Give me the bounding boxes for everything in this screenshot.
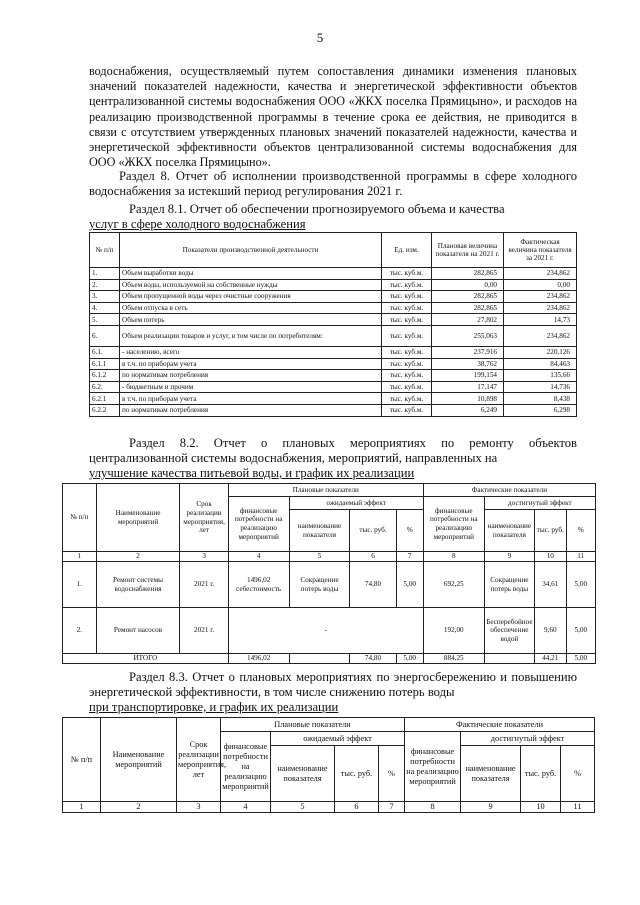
cell-fact: 234,862	[504, 291, 577, 303]
cell-name: Ремонт насосов	[96, 608, 180, 654]
header-cell: Ед. изм.	[382, 233, 432, 268]
cell-unit: тыс. куб.м.	[382, 346, 432, 358]
col-number: 10	[521, 802, 561, 813]
header-pct: %	[566, 510, 595, 552]
cell-indicator: Объем воды, используемой на собственные нужды	[120, 279, 382, 291]
col-number: 11	[566, 552, 595, 562]
cell-plan: 6,249	[432, 404, 504, 416]
cell-indicator: Объем выработки воды	[120, 268, 382, 280]
table-header-row	[63, 484, 596, 497]
cell-fact-pct: 5,00	[566, 562, 595, 608]
cell-num: 6.2.2	[90, 404, 120, 416]
cell-fact: 234,862	[504, 302, 577, 314]
cell-fact: 14,736	[504, 381, 577, 393]
cell-fact: 14,73	[504, 314, 577, 326]
cell-plan-indicator: Сокращение потерь воды	[289, 562, 350, 608]
section-8-2-title	[89, 436, 577, 481]
total-row	[63, 654, 596, 664]
cell-indicator: - населению, всего	[120, 346, 382, 358]
total-fact-fin: 884,25	[423, 654, 484, 664]
col-number: 6	[350, 552, 396, 562]
col-number: 8	[405, 802, 461, 813]
cell-num: 1.	[63, 562, 97, 608]
cell-plan: 282,865	[432, 291, 504, 303]
cell-fact: 84,463	[504, 358, 577, 370]
cell-unit: тыс. куб.м.	[382, 358, 432, 370]
cell-num: 1.	[90, 268, 120, 280]
col-number: 4	[221, 802, 271, 813]
table-row	[90, 314, 577, 326]
header-cell: Показатели производственной деятельности	[120, 233, 382, 268]
cell-indicator: - бюджетным и прочим	[120, 381, 382, 393]
intro-paragraph: водоснабжения, осуществляемый путем сопоставления динамики изменения плановых значений показателей надежности, качества и энергетической эффективности объектов централизованной системы водоснабжения ООО «ЖКХ поселка Прямицыно», и расходов на реализацию производственной программы в течение срока ее действия, не приводится в связи с отсутствием утвержденных плановых значений показателей надежности, качества и энергетической эффективности объектов централизованной системы водоснабжения для ООО «ЖКХ поселка Прямицыно».	[89, 64, 577, 170]
cell-num: 6.2.1	[90, 393, 120, 405]
cell-num: 6.	[90, 325, 120, 346]
table-row	[63, 608, 596, 654]
section-8-3-title	[89, 670, 577, 715]
header-plan: Плановые показатели	[221, 718, 405, 732]
table-row	[90, 370, 577, 382]
energy-saving-measures-table	[62, 717, 595, 813]
table-row	[90, 325, 577, 346]
cell-num: 6.1.1	[90, 358, 120, 370]
cell-num: 2.	[90, 279, 120, 291]
cell-fact-rub: 9,60	[535, 608, 566, 654]
cell-unit: тыс. куб.м.	[382, 279, 432, 291]
col-number: 2	[101, 802, 177, 813]
cell-indicator: Объем пропущенной воды через очистные сооружения	[120, 291, 382, 303]
cell-num: 2.	[63, 608, 97, 654]
cell-plan-fin: 1496,02 себестоимость	[228, 562, 289, 608]
cell-num: 3.	[90, 291, 120, 303]
table-row	[90, 291, 577, 303]
cell-plan: 282,865	[432, 302, 504, 314]
table-row	[90, 404, 577, 416]
total-plan-pct: 5,00	[396, 654, 423, 664]
cell-plan-merged: -	[228, 608, 423, 654]
header-indicator: наименование показателя	[289, 510, 350, 552]
total-plan-fin: 1496,02	[228, 654, 289, 664]
header-rub: тыс. руб.	[521, 746, 561, 802]
header-fact-fin: финансовые потребности на реализацию мероприятий	[405, 732, 461, 802]
header-rub: тыс. руб.	[535, 510, 566, 552]
col-number: 3	[177, 802, 221, 813]
header-cell: Фактическая величина показателя за 2021 г.	[504, 233, 577, 268]
header-fact: Фактические показатели	[405, 718, 595, 732]
cell-plan-pct: 5,00	[396, 562, 423, 608]
cell-plan: 237,916	[432, 346, 504, 358]
total-plan-indicator	[289, 654, 350, 664]
table-header-row	[63, 718, 595, 732]
cell-fact-pct: 5,00	[566, 608, 595, 654]
column-number-row	[63, 802, 595, 813]
cell-unit: тыс. куб.м.	[382, 325, 432, 346]
header-expected: ожидаемый эффект	[271, 732, 405, 746]
cell-plan: 10,898	[432, 393, 504, 405]
cell-fact-fin: 692,25	[423, 562, 484, 608]
header-name: Наименование мероприятий	[96, 484, 180, 552]
production-volume-table	[89, 232, 577, 417]
section-8-1-title-line: Раздел 8.1. Отчет об обеспечении прогнозируемого объема и качества	[129, 202, 505, 216]
header-num: № п/п	[63, 484, 97, 552]
section-8-2-title-rest: улучшение качества питьевой воды, и график их реализации	[89, 466, 415, 480]
col-number: 5	[289, 552, 350, 562]
header-fact-fin: финансовые потребности на реализацию мероприятий	[423, 497, 484, 552]
header-plan-fin: финансовые потребности на реализацию мероприятий	[228, 497, 289, 552]
cell-indicator: по нормативам потребления	[120, 404, 382, 416]
cell-name: Ремонт системы водоснабжения	[96, 562, 180, 608]
col-number: 1	[63, 552, 97, 562]
header-plan: Плановые показатели	[228, 484, 423, 497]
page-number: 5	[316, 30, 324, 45]
header-term: Срок реализации мероприятия, лет	[180, 484, 228, 552]
header-rub: тыс. руб.	[335, 746, 379, 802]
cell-unit: тыс. куб.м.	[382, 302, 432, 314]
section-8-3-title-rest: при транспортировке, и график их реализации	[89, 700, 339, 714]
header-pct: %	[396, 510, 423, 552]
col-number: 6	[335, 802, 379, 813]
section-8-2-title-line: Раздел 8.2. Отчет о плановых мероприятиях по ремонту объектов централизованной системы водоснабжения, мероприятий, направленных на	[89, 436, 577, 465]
table-row	[90, 381, 577, 393]
cell-plan: 199,154	[432, 370, 504, 382]
table-row	[90, 268, 577, 280]
col-number: 7	[379, 802, 405, 813]
cell-indicator: в т.ч. по приборам учета	[120, 358, 382, 370]
table-row	[90, 393, 577, 405]
cell-fact-rub: 34,61	[535, 562, 566, 608]
table-header-row	[90, 233, 577, 268]
cell-indicator: Объем потерь	[120, 314, 382, 326]
cell-fact-fin: 192,00	[423, 608, 484, 654]
section-8-1-title-rest: услуг в сфере холодного водоснабжения	[89, 217, 306, 231]
col-number: 2	[96, 552, 180, 562]
col-number: 5	[271, 802, 335, 813]
cell-fact: 135,66	[504, 370, 577, 382]
total-plan-rub: 74,80	[350, 654, 396, 664]
table-row	[63, 562, 596, 608]
header-name: Наименование мероприятий	[101, 718, 177, 802]
header-expected: ожидаемый эффект	[289, 497, 423, 510]
cell-num: 6.2.	[90, 381, 120, 393]
total-fact-pct: 5,00	[566, 654, 595, 664]
cell-fact: 234,862	[504, 268, 577, 280]
col-number: 8	[423, 552, 484, 562]
header-achieved: достигнутый эффект	[484, 497, 595, 510]
cell-plan: 27,802	[432, 314, 504, 326]
header-cell: Плановая величина показателя на 2021 г.	[432, 233, 504, 268]
header-cell: № п/п	[90, 233, 120, 268]
cell-fact: 220,126	[504, 346, 577, 358]
table-row	[90, 302, 577, 314]
col-number: 9	[461, 802, 521, 813]
cell-indicator: Объем реализации товаров и услуг, в том числе по потребителям:	[120, 325, 382, 346]
cell-num: 6.1.	[90, 346, 120, 358]
table-row	[90, 346, 577, 358]
header-term: Срок реализации мероприятия, лет	[177, 718, 221, 802]
cell-fact-indicator: Бесперебойное обеспечение водой	[484, 608, 534, 654]
header-achieved: достигнутый эффект	[461, 732, 595, 746]
cell-indicator: Объем отпуска в сеть	[120, 302, 382, 314]
header-rub: тыс. руб.	[350, 510, 396, 552]
total-label: ИТОГО	[63, 654, 229, 664]
cell-num: 6.1.2	[90, 370, 120, 382]
cell-fact-indicator: Сокращение потерь воды	[484, 562, 534, 608]
table-row	[90, 358, 577, 370]
cell-unit: тыс. куб.м.	[382, 314, 432, 326]
header-num: № п/п	[63, 718, 101, 802]
cell-unit: тыс. куб.м.	[382, 370, 432, 382]
total-fact-rub: 44,21	[535, 654, 566, 664]
col-number: 10	[535, 552, 566, 562]
cell-plan: 17,147	[432, 381, 504, 393]
col-number: 1	[63, 802, 101, 813]
cell-unit: тыс. куб.м.	[382, 381, 432, 393]
cell-num: 4.	[90, 302, 120, 314]
section-8-3-title-line: Раздел 8.3. Отчет о плановых мероприятиях по энергосбережению и повышению энергетической эффективности, в том числе снижению потерь воды	[89, 670, 577, 699]
col-number: 7	[396, 552, 423, 562]
col-number: 3	[180, 552, 228, 562]
table-row	[90, 279, 577, 291]
col-number: 4	[228, 552, 289, 562]
cell-plan-rub: 74,80	[350, 562, 396, 608]
header-indicator: наименование показателя	[271, 746, 335, 802]
cell-unit: тыс. куб.м.	[382, 404, 432, 416]
header-pct: %	[379, 746, 405, 802]
col-number: 11	[561, 802, 595, 813]
header-indicator: наименование показателя	[461, 746, 521, 802]
header-indicator: наименование показателя	[484, 510, 534, 552]
cell-indicator: по нормативам потребления	[120, 370, 382, 382]
cell-fact: 234,862	[504, 325, 577, 346]
cell-fact: 6,298	[504, 404, 577, 416]
cell-plan: 282,865	[432, 268, 504, 280]
col-number: 9	[484, 552, 534, 562]
section-8-title: Раздел 8. Отчет об исполнении производственной программы в сфере холодного водоснабжения за истекший период регулирования 2021 г.	[89, 169, 577, 199]
cell-plan: 0,00	[432, 279, 504, 291]
cell-indicator: в т.ч. по приборам учета	[120, 393, 382, 405]
cell-plan: 38,762	[432, 358, 504, 370]
cell-unit: тыс. куб.м.	[382, 268, 432, 280]
cell-unit: тыс. куб.м.	[382, 393, 432, 405]
cell-fact: 8,438	[504, 393, 577, 405]
column-number-row	[63, 552, 596, 562]
header-plan-fin: финансовые потребности на реализацию мероприятий	[221, 732, 271, 802]
cell-num: 5.	[90, 314, 120, 326]
section-8-1-title	[89, 202, 577, 232]
header-pct: %	[561, 746, 595, 802]
cell-term: 2021 г.	[180, 562, 228, 608]
cell-term: 2021 г.	[180, 608, 228, 654]
repair-measures-table	[62, 483, 596, 664]
header-fact: Фактические показатели	[423, 484, 595, 497]
total-fact-indicator	[484, 654, 534, 664]
cell-plan: 255,063	[432, 325, 504, 346]
cell-unit: тыс. куб.м.	[382, 291, 432, 303]
cell-fact: 0,00	[504, 279, 577, 291]
